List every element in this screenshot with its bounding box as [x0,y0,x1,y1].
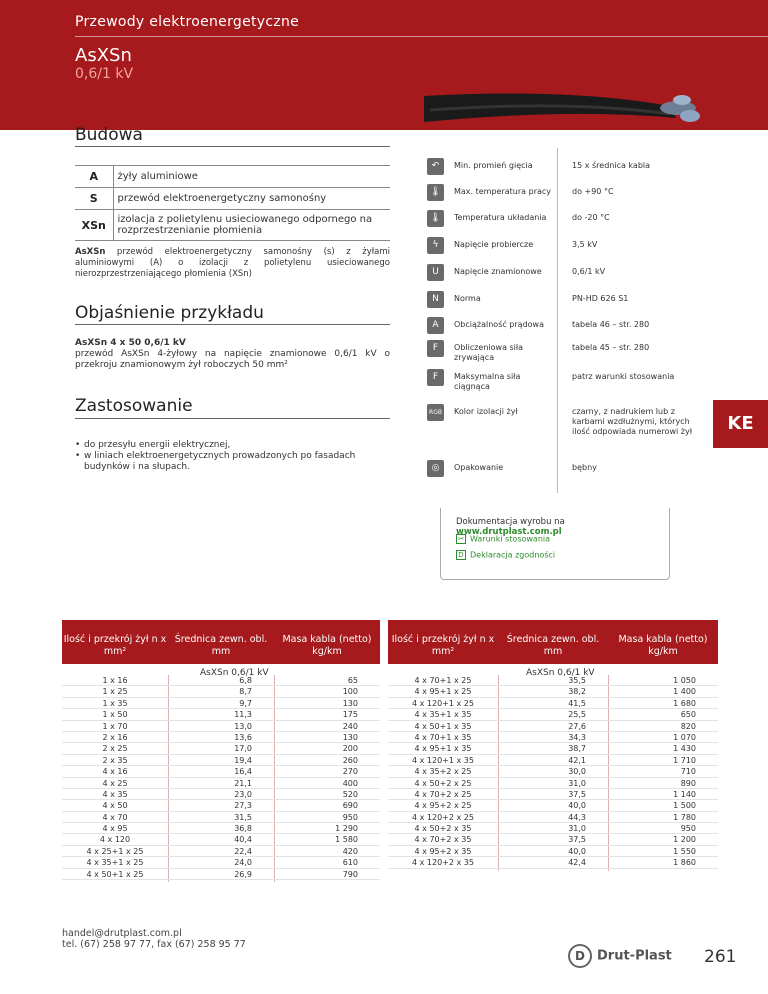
table-cell: 4 x 70+2 x 35 [414,835,472,845]
declaration-icon: D [456,550,466,560]
budowa-rule [75,146,390,147]
table-row [388,778,718,789]
parameter-label: Napięcie probiercze [454,240,534,249]
table-cell: 1 680 [673,698,696,708]
section-tab: KE [713,400,768,448]
table-cell: 40,0 [568,801,586,811]
table-cell: 30,0 [568,767,586,777]
table-cell: 710 [680,767,696,777]
usage-list [75,440,395,473]
example-block [75,338,390,371]
table-cell: 31,0 [568,778,586,788]
table-cell: 100 [342,687,358,697]
table-cell: 40,4 [234,835,252,845]
table-row [62,789,380,800]
table-cell: 44,3 [568,812,586,822]
table-cell: 24,0 [234,858,252,868]
table-row [75,188,390,210]
usage-title: Zastosowanie [75,396,193,416]
table-cell: 1 x 35 [102,698,128,708]
parameter-label: Opakowanie [454,463,504,472]
table-row [62,732,380,743]
table-cell: 41,5 [568,698,586,708]
product-voltage: 0,6/1 kV [75,66,134,82]
parameter-value: tabela 45 – str. 280 [572,343,650,352]
table-cell: 1 710 [673,755,696,765]
cable-photo [420,84,710,134]
subheader-label: AsXSn 0,6/1 kV [200,668,269,678]
table-cell: 40,0 [568,846,586,856]
column-header: Masa kabla (netto) kg/km [618,634,708,657]
table-row [62,709,380,720]
table-cell: 4 x 16 [102,767,128,777]
parameter-label: Kolor izolacji żył [454,407,518,416]
table-cell: 4 x 70+1 x 35 [414,732,472,742]
table-cell: 4 x 50+2 x 35 [414,824,472,834]
table-cell: 2 x 35 [102,755,128,765]
documentation-label: Dokumentacja wyrobu na [456,517,565,527]
parameter-value: do +90 °C [572,187,614,196]
table-cell: 4 x 50 [102,801,128,811]
table-cell: 21,1 [234,778,252,788]
contact-email[interactable]: handel@drutplast.com.pl [62,928,182,939]
parameter-value: PN-HD 626 S1 [572,294,629,303]
table-cell: 6,8 [239,676,252,685]
table-cell: 4 x 95+2 x 25 [414,801,472,811]
table-cell: 4 x 95+1 x 35 [414,744,472,754]
parameter-label: Temperatura układania [454,213,547,222]
table-cell: 9,7 [239,698,252,708]
packaging-icon: ◎ [427,460,444,477]
table-cell: 1 140 [673,789,696,799]
parameter-label: Maksymalna siła ciągnąca [454,372,521,391]
table-cell: 37,5 [568,789,586,799]
table-cell: 36,8 [234,824,252,834]
table-cell: 4 x 70+2 x 25 [414,789,472,799]
construction-key: A [75,166,113,188]
table-row [62,755,380,766]
website-link[interactable]: www.drutplast.com.pl [456,527,562,537]
table-row [62,857,380,868]
header-divider [75,36,768,37]
conditions-link[interactable] [456,534,550,544]
table-cell: 1 860 [673,858,696,868]
table-cell: 11,3 [234,710,252,720]
table-cell: 37,5 [568,835,586,845]
table-row [75,166,390,188]
usage-rule [75,418,390,419]
company-logo [568,944,672,968]
table-cell: 4 x 50+1 x 35 [414,721,472,731]
conditions-label: Warunki stosowania [470,534,551,544]
list-item: • do przesyłu energii elektrycznej, [75,440,395,451]
column-header: Średnica zewn. obl. mm [174,634,268,657]
data-table-right [388,675,718,869]
parameter-value: tabela 46 – str. 280 [572,320,650,329]
table-row [62,823,380,834]
table-cell: 65 [347,676,358,685]
table-cell: 42,1 [568,755,586,765]
table-cell: 27,6 [568,721,586,731]
insulation-color-icon: RGB [427,404,444,421]
table-cell: 1 500 [673,801,696,811]
table-cell: 27,3 [234,801,252,811]
table-cell: 4 x 95+2 x 35 [414,846,472,856]
table-cell: 520 [342,789,358,799]
table-row [388,743,718,754]
table-cell: 38,7 [568,744,586,754]
table-cell: 240 [342,721,358,731]
parameter-value: 0,6/1 kV [572,267,606,276]
parameter-value: do -20 °C [572,213,610,222]
table-cell: 890 [680,778,696,788]
table-cell: 4 x 70 [102,812,128,822]
declaration-link[interactable] [456,550,555,560]
table-cell: 4 x 95 [102,824,128,834]
table-cell: 31,5 [234,812,252,822]
construction-key: XSn [75,210,113,241]
table-row [62,812,380,823]
column-header: Masa kabla (netto) kg/km [282,634,372,657]
table-cell: 270 [342,767,358,777]
parameter-label: Obciążalność prądowa [454,320,544,329]
category-title: Przewody elektroenergetyczne [75,14,300,30]
parameter-value: patrz warunki stosowania [572,372,675,381]
table-row [62,721,380,732]
table-row [388,732,718,743]
table-row [62,675,380,686]
example-code: AsXSn 4 x 50 0,6/1 kV [75,338,186,348]
table-row [62,698,380,709]
data-table-left [62,675,380,880]
column-header: Ilość i przekrój żył n x mm² [391,634,495,657]
table-cell: 4 x 50+2 x 25 [414,778,472,788]
table-row [62,778,380,789]
table-cell: 8,7 [239,687,252,697]
table-cell: 16,4 [234,767,252,777]
table-cell: 1 400 [673,687,696,697]
table-cell: 420 [342,846,358,856]
table-row [62,834,380,845]
table-cell: 22,4 [234,846,252,856]
table-cell: 1 x 25 [102,687,128,697]
table-row [62,766,380,777]
parameter-value: 15 x średnica kabla [572,161,651,170]
table-cell: 950 [680,824,696,834]
table-row [388,834,718,845]
column-header: Ilość i przekrój żył n x mm² [63,634,167,657]
table-row [388,766,718,777]
table-cell: 1 x 70 [102,721,128,731]
table-row [75,210,390,241]
table-cell: 175 [342,710,358,720]
table-row [388,675,718,686]
parameter-label: Min. promień gięcia [454,161,533,170]
parameter-value: 3,5 kV [572,240,598,249]
table-row [388,812,718,823]
page-number: 261 [704,947,737,967]
declaration-label: Deklaracja zgodności [470,550,556,560]
table-cell: 790 [342,869,358,879]
table-cell: 950 [342,812,358,822]
table-cell: 1 200 [673,835,696,845]
table-cell: 1 430 [673,744,696,754]
construction-key: S [75,188,113,210]
params-divider [557,148,558,493]
table-cell: 1 050 [673,676,696,685]
table-cell: 200 [342,744,358,754]
table-cell: 2 x 25 [102,744,128,754]
parameter-label: Obliczeniowa siła zrywająca [454,343,524,362]
table-row [388,709,718,720]
table-cell: 25,5 [568,710,586,720]
norm-icon: N [427,291,444,308]
table-row [388,686,718,697]
table-cell: 4 x 25+1 x 25 [86,846,144,856]
table-row [62,743,380,754]
table-cell: 1 780 [673,812,696,822]
table-row [388,698,718,709]
current-load-icon: A [427,317,444,334]
table-cell: 23,0 [234,789,252,799]
list-item: • w liniach elektroenergetycznych prowadzonych po fasadach budynków i na słupach. [75,451,395,473]
parameter-label: Norma [454,294,481,303]
table-cell: 34,3 [568,732,586,742]
table-cell: 260 [342,755,358,765]
table-cell: 1 070 [673,732,696,742]
subheader-label: AsXSn 0,6/1 kV [526,668,595,678]
table-row [388,789,718,800]
pulling-force-icon: F [427,369,444,386]
example-text: przewód AsXSn 4-żyłowy na napięcie znamionowe 0,6/1 kV o przekroju znamionowym żył roboczych 50 mm² [75,349,390,370]
table-cell: 4 x 70+1 x 25 [414,676,472,685]
table-row [62,846,380,857]
test-voltage-icon: ϟ [427,237,444,254]
table-cell: 4 x 35+1 x 25 [86,858,144,868]
table-cell: 4 x 120+2 x 25 [412,812,474,822]
rated-voltage-icon: U [427,264,444,281]
table-cell: 4 x 35+2 x 25 [414,767,472,777]
table-cell: 26,9 [234,869,252,879]
table-cell: 1 290 [335,824,358,834]
table-cell: 4 x 50+1 x 25 [86,869,144,879]
table-cell: 4 x 120 [99,835,131,845]
table-row [388,800,718,811]
column-header: Średnica zewn. obl. mm [506,634,600,657]
table-cell: 31,0 [568,824,586,834]
table-cell: 4 x 35 [102,789,128,799]
table-cell: 13,0 [234,721,252,731]
table-row [388,721,718,732]
documentation-box [440,508,670,580]
product-title: AsXSn [75,45,132,66]
description-text: przewód elektroenergetyczny samonośny (s) z żyłami aluminiowymi (A) o izolacji z polietylenu usieciowanego nierozprzestrzeniającego płomienia (XSn) [75,247,390,279]
table-cell: 1 580 [335,835,358,845]
table-cell: 19,4 [234,755,252,765]
table-row [62,800,380,811]
table-cell: 610 [342,858,358,868]
logo-text: Drut-Plast [597,948,672,964]
conditions-icon: ✂ [456,534,466,544]
table-cell: 4 x 120+2 x 35 [412,858,474,868]
contact-footer [62,928,246,950]
table-cell: 4 x 120+1 x 25 [412,698,474,708]
table-row [388,857,718,868]
table-row [62,686,380,697]
example-rule [75,324,390,325]
table-cell: 13,6 [234,732,252,742]
table-cell: 130 [342,732,358,742]
table-cell: 38,2 [568,687,586,697]
parameter-value: bębny [572,463,597,472]
table-cell: 130 [342,698,358,708]
table-cell: 4 x 120+1 x 35 [412,755,474,765]
table-cell: 690 [342,801,358,811]
example-title: Objaśnienie przykładu [75,303,264,323]
construction-table [75,165,390,241]
construction-text: izolacja z polietylenu usieciowanego odpornego na rozprzestrzenianie płomienia [113,210,390,241]
construction-text: żyły aluminiowe [113,166,390,188]
table-cell: 650 [680,710,696,720]
table-cell: 2 x 16 [102,732,128,742]
table-cell: 17,0 [234,744,252,754]
table-cell: 4 x 95+1 x 25 [414,687,472,697]
budowa-title: Budowa [75,125,143,145]
logo-mark: D [568,944,592,968]
parameter-label: Napięcie znamionowe [454,267,542,276]
table-cell: 820 [680,721,696,731]
breaking-force-icon: F [427,340,444,357]
description-bold: AsXSn [75,247,106,257]
table-cell: 35,5 [568,676,586,685]
table-row [388,755,718,766]
table-cell: 400 [342,778,358,788]
construction-description [75,247,390,280]
parameter-value: czarny, z nadrukiem lub z karbami wzdłużnymi, których ilość odpowiada numerowi żył [572,407,692,436]
table-cell: 4 x 25 [102,778,128,788]
table-row [62,869,380,880]
table-cell: 42,4 [568,858,586,868]
contact-phone: tel. (67) 258 97 77, fax (67) 258 95 77 [62,939,246,950]
table-row [388,846,718,857]
table-cell: 1 550 [673,846,696,856]
construction-text: przewód elektroenergetyczny samonośny [113,188,390,210]
table-row [388,823,718,834]
table-cell: 4 x 35+1 x 35 [414,710,472,720]
max-temperature-icon: 🌡 [427,184,444,201]
table-cell: 1 x 16 [102,676,128,685]
laying-temperature-icon: 🌡 [427,210,444,227]
table-cell: 1 x 50 [102,710,128,720]
parameter-label: Max. temperatura pracy [454,187,552,196]
bend-radius-icon: ↶ [427,158,444,175]
